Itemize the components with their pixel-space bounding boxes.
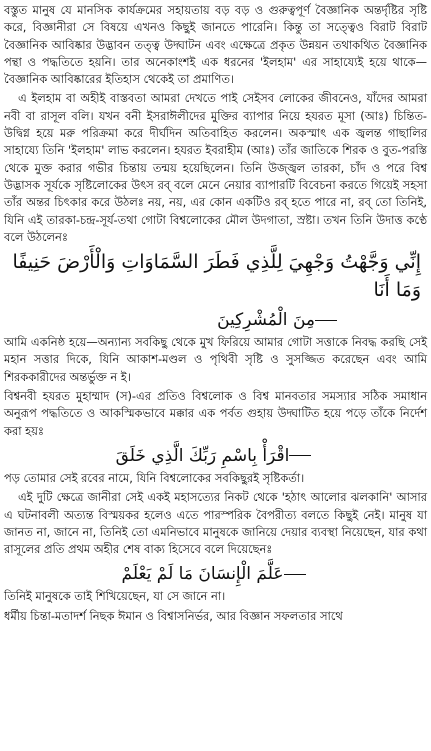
paragraph-religious-thought: ধর্মীয় চিন্তা-মতাদর্শ নিছক ঈমান ও বিশ্বাসনির্ভর, আর বিজ্ঞান সফলতার সাথে xyxy=(4,608,343,623)
arabic-verse-3-text: عَلَّمَ الْإِنسَانَ مَا لَمْ يَعْلَمْ xyxy=(121,564,284,585)
paragraph-two-cases: এই দুটি ক্ষেত্রে জানীরা সেই একই মহাসত্যের নিকট থেকে 'হঠাৎ আলোর ঝলকানি' আসার এ ঘটনাবলী অত্যন্ত বিস্ময়কর হলেও এতে পারস্পরিক বৈপরীত্য বলতে কিছুই নেই। মানুষ যা জানত না, জানে না, তিনিই তো এমনিভাবে মানুষকে জানিয়ে দেয়ার ব্যবস্থা নিয়েছেন, যার কথা রাসূলের প্রতি প্রথম অহীর শেষ বাক্য হিসেবে বলে দিয়েছেনঃ xyxy=(4,490,427,557)
verse-end-mark xyxy=(315,320,337,321)
verse-end-mark xyxy=(284,574,306,575)
arabic-verse-1-end: مِنَ الْمُشْرِكِينَ xyxy=(217,310,315,331)
paragraph-scientific-insight: বস্তুত মানুষ যে মানসিক কার্যক্রমের সহায়তায় বড় বড় ও গুরুত্বপূর্ণ বৈজ্ঞানিক অন্তর্দৃষ্টির সৃষ্টি করে, বিজ্ঞানীরা সে বিষয়ে এখনও কিছুই জানতে পারেনি। কিন্তু তা সত্ত্বেও বিরাট বিরাট বৈজ্ঞানিক আবিষ্কার উদ্ভাবন তত্ত্ব উদ্ঘাটন এবং এক্ষেত্রে প্রকৃত উন্নয়ন তথাকথিত বৈজ্ঞানিক পন্থা ও পদ্ধতিতে হয়নি। তার অনেকাংশই এক ধরনের 'ইলহাম' এর সাহায্যেই হয়ে থাকে—বৈজ্ঞানিক আবিষ্কারের ইতিহাস থেকেই তা প্রমাণিত। xyxy=(4,3,427,87)
paragraph-prophet-muhammad: বিশ্বনবী হযরত মুহাম্মাদ (স)-এর প্রতিও বিশ্বলোক ও বিশ্ব মানবতার সমস্যার সঠিক সমাধান অনুরূপ পদ্ধতিতে ও আকস্মিকভাবে মক্কার এক পর্বত গুহায় উদ্ঘাটিত হয়ে পড়ে তাঁকে নির্দেশ করা হয়ঃ xyxy=(4,389,427,438)
paragraph-ilham-prophets: এ ইলহাম বা অহীই বাস্তবতা আমরা দেখতে পাই সেইসব লোকের জীবনেও, যাঁদের আমরা নবী বা রাসূল বলি। যখন বনী ইসরাঈলীদের মুক্তির ব্যাপার নিয়ে হযরত মূসা (আঃ) চিন্তিত-উদ্বিগ্ন হয়ে মরু পরিক্রমা করে দীর্ঘদিন অতিবাহিত করলেন। অকস্মাৎ এক জ্বলন্ত গাছালির সাহায্যে তিনি 'ইলহাম' লাভ করলেন। হযরত ইবরাহীম (আঃ) তাঁর জাতিকে শিরক ও বুত-পরস্তি থেকে মুক্ত করার গভীর চিন্তায় তন্ময় হয়েছিলেন। তিনি উজ্জ্বল তারকা, চাঁদ ও পরে বিশ্ব উদ্ভাসক সূর্যকে সৃষ্টিলোকের উৎস রব্ বলে মেনে নেয়ার ব্যাপারটি বিবেচনা করতে গিয়েই সহসা তাঁর অন্তর চিৎকার করে উঠলঃ নয়, নয়, এর কোন একটিও রব্ হতে পারে না, রব্ তো তিনিই, যিনি এই তারকা-চন্দ্র-সূর্য-তথা গোটা বিশ্বলোকের মৌল উদগাতা, স্রষ্টা। তখন তিনি উদাত্ত কণ্ঠে বলে উঠলেনঃ xyxy=(4,91,427,244)
verse-end-mark xyxy=(289,455,311,456)
arabic-verse-1: إِنِّي وَجَّهْتُ وَجْهِيَ لِلَّذِي فَطَرَ السَّمَاوَاتِ وَالْأَرْضَ حَنِيفًا وَمَا أَنَا xyxy=(12,251,421,302)
arabic-verse-2 xyxy=(10,442,421,470)
arabic-verse-1-continued xyxy=(10,306,421,334)
arabic-verse-3 xyxy=(10,560,421,588)
paragraph-verse-2-translation: পড় তোমার সেই রবের নামে, যিনি বিশ্বলোকের সবকিছুরই সৃষ্টিকর্তা। xyxy=(4,470,305,485)
paragraph-verse-3-translation: তিনিই মানুষকে তাই শিখিয়েছেন, যা সে জানে না। xyxy=(4,589,226,604)
arabic-verse-2-text: اقْرَأْ بِاسْمِ رَبِّكَ الَّذِي خَلَقَ xyxy=(115,445,290,466)
paragraph-verse-1-translation: আমি একনিষ্ঠ হয়ে—অন্যান্য সবকিছু থেকে মুখ ফিরিয়ে আমার গোটা সত্তাকে নিবদ্ধ করছি সেই মহান সত্তার দিকে, যিনি আকাশ-মণ্ডল ও পৃথিবী সৃষ্টি ও সুসজ্জিত করেছেন এবং আমি শিরককারীদের অন্তর্ভুক্ত ন ই। xyxy=(4,335,427,384)
